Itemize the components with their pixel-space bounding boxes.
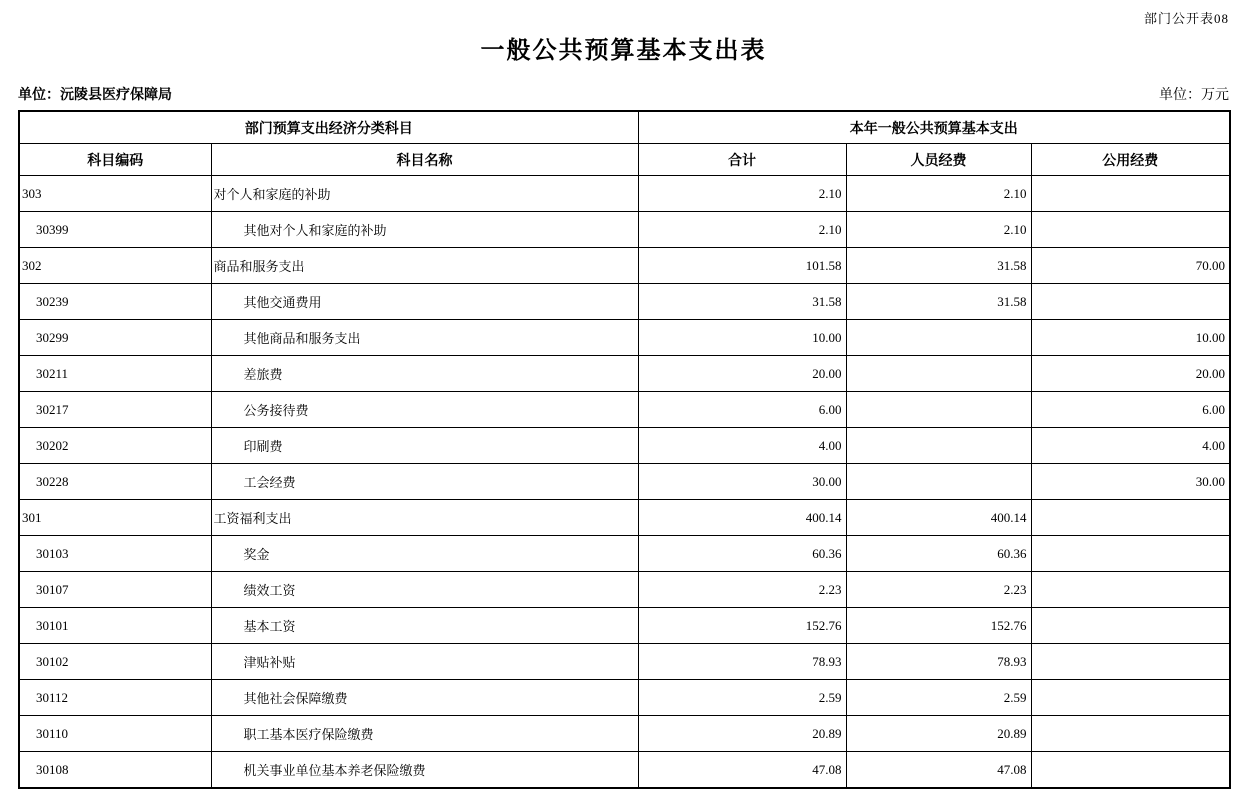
total-cell: 400.14 xyxy=(638,500,846,536)
subject-name-cell: 基本工资 xyxy=(211,608,638,644)
subject-code-cell: 30102 xyxy=(19,644,211,680)
table-row xyxy=(19,608,1230,644)
public-expense-cell xyxy=(1031,608,1230,644)
group-header-expenditure: 本年一般公共预算基本支出 xyxy=(638,111,1230,144)
public-expense-cell: 30.00 xyxy=(1031,464,1230,500)
personnel-expense-cell xyxy=(846,356,1031,392)
table-row xyxy=(19,428,1230,464)
personnel-expense-cell: 400.14 xyxy=(846,500,1031,536)
unit-row xyxy=(18,84,1229,104)
table-row xyxy=(19,572,1230,608)
total-cell: 6.00 xyxy=(638,392,846,428)
public-expense-cell xyxy=(1031,572,1230,608)
public-expense-cell xyxy=(1031,500,1230,536)
table-row xyxy=(19,644,1230,680)
public-expense-cell xyxy=(1031,716,1230,752)
total-cell: 78.93 xyxy=(638,644,846,680)
personnel-expense-cell: 20.89 xyxy=(846,716,1031,752)
group-header-subject: 部门预算支出经济分类科目 xyxy=(19,111,638,144)
total-cell: 101.58 xyxy=(638,248,846,284)
public-expense-cell xyxy=(1031,752,1230,789)
personnel-expense-cell xyxy=(846,320,1031,356)
subject-code-cell: 30108 xyxy=(19,752,211,789)
public-expense-cell xyxy=(1031,680,1230,716)
public-expense-cell: 4.00 xyxy=(1031,428,1230,464)
personnel-expense-cell: 78.93 xyxy=(846,644,1031,680)
personnel-expense-cell: 31.58 xyxy=(846,248,1031,284)
public-expense-cell: 70.00 xyxy=(1031,248,1230,284)
public-expense-cell xyxy=(1031,284,1230,320)
total-cell: 2.23 xyxy=(638,572,846,608)
public-expense-cell: 6.00 xyxy=(1031,392,1230,428)
total-cell: 20.89 xyxy=(638,716,846,752)
personnel-expense-cell xyxy=(846,392,1031,428)
total-cell: 31.58 xyxy=(638,284,846,320)
subject-name-cell: 公务接待费 xyxy=(211,392,638,428)
subject-name-cell: 其他对个人和家庭的补助 xyxy=(211,212,638,248)
subject-code-cell: 30110 xyxy=(19,716,211,752)
subject-name-cell: 其他社会保障缴费 xyxy=(211,680,638,716)
total-cell: 30.00 xyxy=(638,464,846,500)
subject-code-cell: 30228 xyxy=(19,464,211,500)
subject-code-cell: 30399 xyxy=(19,212,211,248)
total-cell: 2.59 xyxy=(638,680,846,716)
public-expense-cell: 10.00 xyxy=(1031,320,1230,356)
table-row xyxy=(19,752,1230,789)
subject-name-cell: 奖金 xyxy=(211,536,638,572)
total-cell: 2.10 xyxy=(638,212,846,248)
subject-name-cell: 其他商品和服务支出 xyxy=(211,320,638,356)
total-cell: 47.08 xyxy=(638,752,846,789)
table-row xyxy=(19,176,1230,212)
table-body xyxy=(19,176,1230,789)
subject-code-cell: 30211 xyxy=(19,356,211,392)
personnel-expense-cell: 2.10 xyxy=(846,212,1031,248)
unit-currency-label: 单位：万元 xyxy=(1159,88,1229,103)
subject-name-cell: 对个人和家庭的补助 xyxy=(211,176,638,212)
personnel-expense-cell: 60.36 xyxy=(846,536,1031,572)
subject-name-cell: 商品和服务支出 xyxy=(211,248,638,284)
subject-code-cell: 30217 xyxy=(19,392,211,428)
table-row xyxy=(19,284,1230,320)
public-expense-cell xyxy=(1031,212,1230,248)
subject-code-cell: 30103 xyxy=(19,536,211,572)
col-header-total: 合计 xyxy=(638,144,846,176)
personnel-expense-cell: 2.59 xyxy=(846,680,1031,716)
total-cell: 60.36 xyxy=(638,536,846,572)
table-row xyxy=(19,500,1230,536)
table-row xyxy=(19,320,1230,356)
subject-name-cell: 工会经费 xyxy=(211,464,638,500)
table-row xyxy=(19,716,1230,752)
col-header-personnel-expense: 人员经费 xyxy=(846,144,1031,176)
subject-name-cell: 其他交通费用 xyxy=(211,284,638,320)
public-expense-cell xyxy=(1031,536,1230,572)
subject-code-cell: 303 xyxy=(19,176,211,212)
subject-name-cell: 机关事业单位基本养老保险缴费 xyxy=(211,752,638,789)
subject-code-cell: 301 xyxy=(19,500,211,536)
subject-name-cell: 差旅费 xyxy=(211,356,638,392)
subject-code-cell: 30101 xyxy=(19,608,211,644)
subject-name-cell: 津贴补贴 xyxy=(211,644,638,680)
personnel-expense-cell: 152.76 xyxy=(846,608,1031,644)
col-header-public-expense: 公用经费 xyxy=(1031,144,1230,176)
personnel-expense-cell: 2.10 xyxy=(846,176,1031,212)
total-cell: 20.00 xyxy=(638,356,846,392)
form-number-label: 部门公开表08 xyxy=(1143,11,1229,26)
table-row xyxy=(19,356,1230,392)
public-expense-cell xyxy=(1031,644,1230,680)
table-row xyxy=(19,464,1230,500)
col-header-subject-name: 科目名称 xyxy=(211,144,638,176)
subject-code-cell: 302 xyxy=(19,248,211,284)
budget-table xyxy=(18,110,1231,789)
column-header-row xyxy=(19,144,1230,176)
unit-name-label: 单位：沅陵县医疗保障局 xyxy=(18,88,172,103)
total-cell: 2.10 xyxy=(638,176,846,212)
personnel-expense-cell xyxy=(846,428,1031,464)
group-header-row xyxy=(19,111,1230,144)
table-row xyxy=(19,392,1230,428)
public-expense-cell: 20.00 xyxy=(1031,356,1230,392)
subject-code-cell: 30239 xyxy=(19,284,211,320)
col-header-subject-code: 科目编码 xyxy=(19,144,211,176)
subject-name-cell: 印刷费 xyxy=(211,428,638,464)
subject-code-cell: 30299 xyxy=(19,320,211,356)
total-cell: 10.00 xyxy=(638,320,846,356)
subject-name-cell: 职工基本医疗保险缴费 xyxy=(211,716,638,752)
personnel-expense-cell: 31.58 xyxy=(846,284,1031,320)
personnel-expense-cell xyxy=(846,464,1031,500)
subject-code-cell: 30202 xyxy=(19,428,211,464)
public-expense-cell xyxy=(1031,176,1230,212)
subject-code-cell: 30107 xyxy=(19,572,211,608)
personnel-expense-cell: 2.23 xyxy=(846,572,1031,608)
subject-name-cell: 绩效工资 xyxy=(211,572,638,608)
table-row xyxy=(19,212,1230,248)
subject-name-cell: 工资福利支出 xyxy=(211,500,638,536)
personnel-expense-cell: 47.08 xyxy=(846,752,1031,789)
subject-code-cell: 30112 xyxy=(19,680,211,716)
total-cell: 152.76 xyxy=(638,608,846,644)
total-cell: 4.00 xyxy=(638,428,846,464)
page-title: 一般公共预算基本支出表 xyxy=(480,38,767,64)
table-row xyxy=(19,680,1230,716)
table-row xyxy=(19,536,1230,572)
table-row xyxy=(19,248,1230,284)
table-header xyxy=(19,111,1230,176)
